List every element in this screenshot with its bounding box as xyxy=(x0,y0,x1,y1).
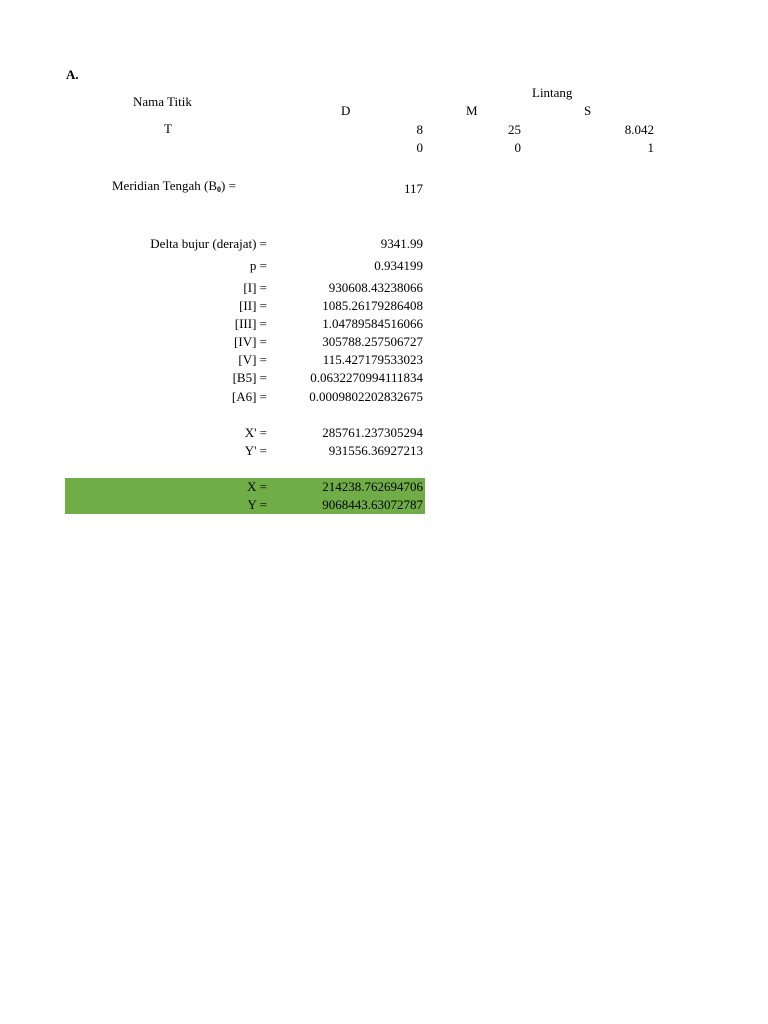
result-label: X = xyxy=(247,479,267,494)
prime-value[interactable]: 285761.237305294 xyxy=(322,425,423,440)
row-degrees[interactable]: 8 xyxy=(416,122,423,137)
param-value[interactable]: 0.934199 xyxy=(374,258,423,273)
meridian-label-sub: 0 xyxy=(217,185,221,194)
param-label: [I] = xyxy=(243,280,267,295)
section-label: A. xyxy=(66,67,79,82)
header-seconds: S xyxy=(584,103,592,118)
row-degrees[interactable]: 0 xyxy=(416,140,423,155)
param-value[interactable]: 1.04789584516066 xyxy=(322,316,423,331)
row-minutes[interactable]: 0 xyxy=(514,140,521,155)
header-degrees: D xyxy=(341,103,351,118)
param-value[interactable]: 1085.26179286408 xyxy=(322,298,423,313)
header-nama-titik: Nama Titik xyxy=(133,94,192,109)
row-seconds[interactable]: 8.042 xyxy=(624,122,654,137)
param-value[interactable]: 0.0632270994111834 xyxy=(310,370,423,385)
prime-label: Y' = xyxy=(244,443,267,458)
header-lintang: Lintang xyxy=(532,85,573,100)
result-label: Y = xyxy=(247,497,267,512)
meridian-label xyxy=(112,178,236,198)
prime-label: X' = xyxy=(244,425,267,440)
param-label: [B5] = xyxy=(232,370,267,385)
row-name[interactable]: T xyxy=(164,121,172,136)
result-value[interactable]: 214238.762694706 xyxy=(322,479,423,494)
meridian-value[interactable]: 117 xyxy=(403,181,423,196)
param-value[interactable]: 9341.99 xyxy=(380,236,423,251)
param-value[interactable]: 305788.257506727 xyxy=(322,334,423,349)
param-value[interactable]: 115.427179533023 xyxy=(322,352,423,367)
param-value[interactable]: 930608.43238066 xyxy=(328,280,423,295)
row-seconds[interactable]: 1 xyxy=(647,140,654,155)
meridian-label-main: Meridian Tengah (B xyxy=(112,178,217,193)
param-value[interactable]: 0.0009802202832675 xyxy=(309,389,423,404)
prime-value[interactable]: 931556.36927213 xyxy=(328,443,423,458)
meridian-label-end: ) = xyxy=(221,178,236,193)
param-label: [II] = xyxy=(239,298,267,313)
param-label: [IV] = xyxy=(234,334,267,349)
param-label: p = xyxy=(249,258,267,273)
param-label: [III] = xyxy=(234,316,267,331)
param-label: [A6] = xyxy=(231,389,267,404)
result-value[interactable]: 9068443.63072787 xyxy=(322,497,423,512)
header-minutes: M xyxy=(466,103,478,118)
param-label: [V] = xyxy=(238,352,267,367)
param-label: Delta bujur (derajat) = xyxy=(150,236,267,251)
row-minutes[interactable]: 25 xyxy=(508,122,521,137)
